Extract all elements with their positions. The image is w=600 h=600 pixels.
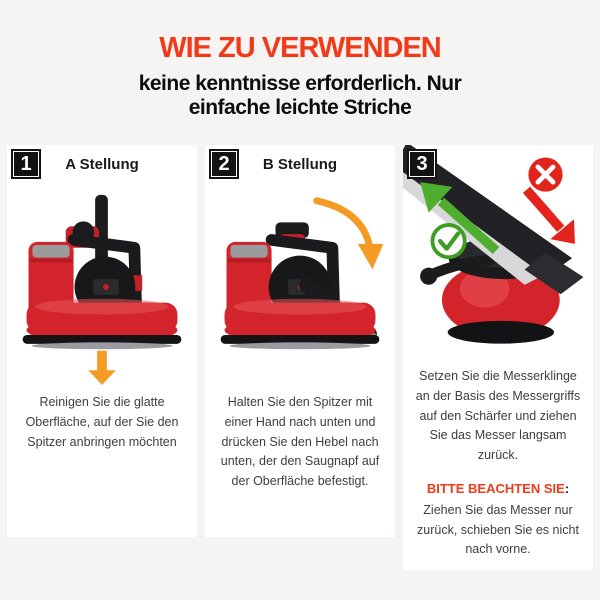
- page-header: [0, 0, 600, 119]
- step-1-description: Reinigen Sie die glatte Oberfläche, auf der Sie den Spitzer anbringen möchten: [25, 395, 179, 449]
- step-number-badge: 2: [209, 149, 239, 179]
- step-3-description: Setzen Sie die Messerklinge an der Basis des Messergriffs auf den Schärfer und ziehen Sie das Messer langsam zurück.: [415, 369, 581, 463]
- subtitle-line-2: einfache leichte Striche: [188, 95, 412, 119]
- page-subtitle: [0, 72, 600, 119]
- step-1-label: A Stellung: [65, 156, 139, 174]
- sharpener-position-a-illustration: [7, 189, 197, 385]
- step-2-label: B Stellung: [262, 156, 338, 174]
- subtitle-line-1: keine kenntnisse erforderlich. Nur: [138, 72, 462, 95]
- step-2-header: [205, 145, 395, 189]
- step-number-badge: 3: [407, 149, 437, 179]
- x-circle-icon: [528, 158, 562, 192]
- notice-colon: :: [564, 480, 570, 496]
- sharpener-position-b-illustration: [205, 189, 395, 385]
- page-title: WIE ZU VERWENDEN: [159, 32, 441, 64]
- step-card-3: [403, 145, 593, 570]
- check-circle-icon: [432, 225, 464, 257]
- step-1-header: [7, 145, 197, 189]
- notice-block: [403, 480, 593, 570]
- step-2-description: Halten Sie den Spitzer mit einer Hand nach unten und drücken Sie den Hebel nach unten, der den Saugnapf auf der Oberfläche befestigt.: [220, 395, 380, 489]
- step-card-2: [205, 145, 395, 537]
- step-card-1: [7, 145, 197, 537]
- notice-label: BITTE BEACHTEN SIE: [426, 480, 565, 496]
- step-1-product-image: [7, 189, 197, 385]
- step-2-product-image: [205, 189, 395, 385]
- curved-down-arrow-icon: [317, 201, 384, 270]
- down-arrow-icon: [88, 351, 115, 385]
- step-number-badge: 1: [11, 149, 41, 179]
- notice-text: Ziehen Sie das Messer nur zurück, schieben Sie es nicht nach vorne.: [417, 502, 579, 557]
- steps-row: [0, 145, 600, 570]
